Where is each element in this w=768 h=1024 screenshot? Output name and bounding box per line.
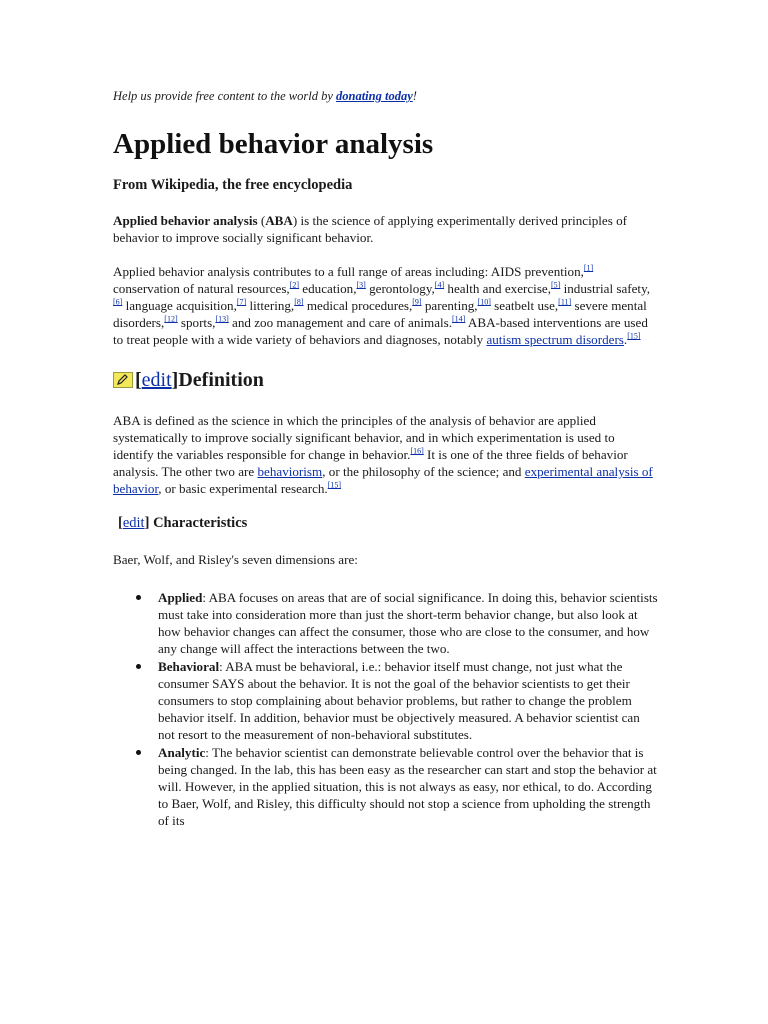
edit-section-link[interactable]: edit [141,368,172,391]
ref-link[interactable]: [2] [289,280,300,290]
ref-link[interactable]: [15] [327,480,342,490]
autism-link[interactable]: autism spectrum disorders [486,331,624,347]
areas-paragraph: Applied behavior analysis contributes to a full range of areas including: AIDS prevention,[1] conservation of natural resources,[2] education,[3] gerontology,[4] health and exercise,[5] industrial safety,[6] language acquisition,[7] littering,[8] medical procedures,[9] parenting,[10] seatbelt use,[11] severe mental disorders,[12] sports,[13] and zoo management and care of animals.[14] ABA-based interventions are used to treat people with a wide variety of behaviors and diagnoses, notably autism spectrum disorders.[15] [113,263,651,347]
ref-link[interactable]: [5] [551,280,561,290]
ref-link[interactable]: [7] [236,297,247,307]
ref-link[interactable]: [13] [215,314,229,324]
ref-link[interactable]: [10] [477,297,491,307]
section-heading-definition: [ edit ] Definition [113,368,658,392]
ref-link[interactable]: [16] [410,446,424,456]
article-page [113,88,658,830]
list-item: Applied: ABA focuses on areas that are of social significance. In doing this, behavior scientists must take into consideration more than just the short-term behavior change, but also look at how behavior changes can affect the consumer, those who are close to the consumer, and how any change will affect the interactions between the two. [158,590,658,657]
behaviorism-link[interactable]: behaviorism [257,463,323,479]
lead-paragraph: Applied behavior analysis (ABA) is the science of applying experimentally derived principles of behavior to improve socially significant behavior. [113,212,627,245]
ref-link[interactable]: [6] [113,297,123,307]
ref-link[interactable]: [3] [356,280,366,290]
list-item: Analytic: The behavior scientist can demonstrate believable control over the behavior that is being changed. In the lab, this has been easy as the researcher can start and stop the behavior at will. However, in the applied situation, this is not always as easy, nor ethical, to do. According to Baer, Wolf, and Risley, this difficulty should not stop a science from upholding the strength of its [158,745,657,829]
ref-link[interactable]: [8] [294,297,304,307]
ref-link[interactable]: [15] [627,331,641,341]
donation-notice: Help us provide free content to the world by donating today! [113,89,417,103]
ref-link[interactable]: [9] [412,297,422,307]
list-item: Behavioral: ABA must be behavioral, i.e.: behavior itself must change, not just what the consumer SAYS about the behavior. It is not the goal of the behavior scientists to get their consumers to stop complaining about behavior problems, but rather to change the problem behavior itself. In addition, behavior must be objectively measured. A behavior scientist can not resort to the measurement of non-behavioral substitutes. [158,658,658,743]
experimental-analysis-link[interactable]: experimental analysis of behavior [113,463,653,496]
ref-link[interactable]: [1] [583,263,594,273]
dimensions-list [113,589,658,829]
donate-link[interactable]: donating today [336,89,413,103]
ref-link[interactable]: [14] [452,314,466,324]
ref-link[interactable]: [12] [164,314,178,324]
dimensions-intro: Baer, Wolf, and Risley's seven dimensions are: [113,552,358,568]
edit-section-link[interactable]: edit [122,514,145,531]
definition-paragraph: ABA is defined as the science in which the principles of the analysis of behavior are applied systematically to improve socially significant behavior, and in which experimentation is used to identify the variables responsible for change in behavior.[16] It is one of the three fields of behavior analysis. The other two are behaviorism, or the philosophy of the science; and experimental analysis of behavior, or basic experimental research.[15] [113,412,653,496]
ref-link[interactable]: [4] [434,280,445,290]
page-title: Applied behavior analysis [113,128,434,160]
ref-link[interactable]: [11] [558,297,572,307]
edit-pencil-icon [113,372,133,388]
section-heading-characteristics: [edit] Characteristics [118,514,248,531]
page-subtitle: From Wikipedia, the free encyclopedia [113,176,353,193]
